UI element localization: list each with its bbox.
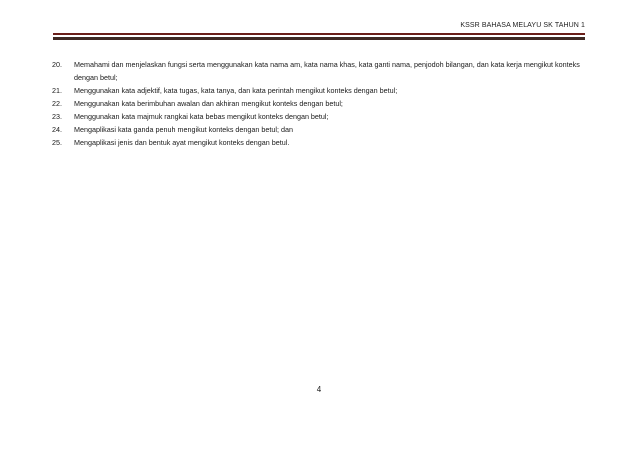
item-text: Menggunakan kata adjektif, kata tugas, kata tanya, dan kata perintah mengikut konteks dengan betul; bbox=[74, 86, 398, 95]
list-item-22 bbox=[52, 97, 592, 110]
item-text: Memahami dan menjelaskan fungsi serta menggunakan kata nama am, kata nama khas, kata ganti nama, penjodoh bilangan, dan kata kerja mengikut konteks dengan betul; bbox=[74, 60, 580, 82]
item-number: 25. bbox=[52, 138, 62, 147]
item-number: 22. bbox=[52, 99, 62, 108]
page-number: 4 bbox=[316, 385, 322, 394]
item-text: Mengaplikasi kata ganda penuh mengikut konteks dengan betul; dan bbox=[74, 125, 293, 134]
list-item-24 bbox=[52, 123, 592, 136]
list-item-25 bbox=[52, 136, 592, 149]
item-number: 23. bbox=[52, 112, 62, 121]
item-text: Menggunakan kata berimbuhan awalan dan akhiran mengikut konteks dengan betul; bbox=[74, 99, 343, 108]
list-item-23 bbox=[52, 110, 592, 123]
item-number: 21. bbox=[52, 86, 62, 95]
document-header-title: KSSR BAHASA MELAYU SK TAHUN 1 bbox=[460, 22, 585, 29]
item-number: 20. bbox=[52, 60, 62, 69]
header-red-divider bbox=[53, 33, 585, 35]
list-item-20 bbox=[52, 58, 592, 84]
item-text: Menggunakan kata majmuk rangkai kata bebas mengikut konteks dengan betul; bbox=[74, 112, 329, 121]
item-text: Mengaplikasi jenis dan bentuk ayat mengikut konteks dengan betul. bbox=[74, 138, 290, 147]
item-number: 24. bbox=[52, 125, 62, 134]
header-dark-divider bbox=[53, 37, 585, 40]
list-item-21 bbox=[52, 84, 592, 97]
learning-standards-list bbox=[52, 58, 592, 149]
